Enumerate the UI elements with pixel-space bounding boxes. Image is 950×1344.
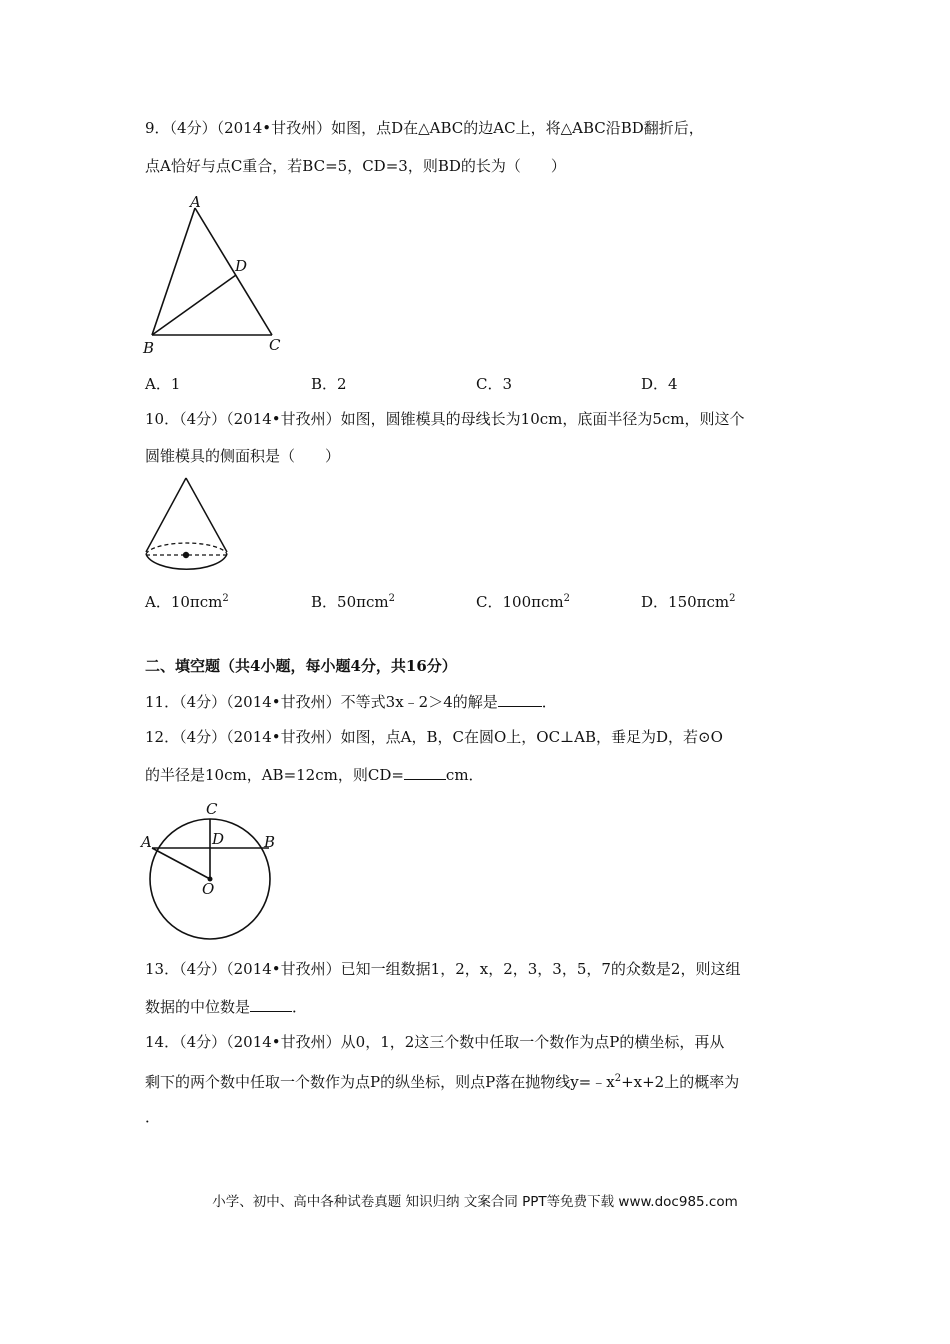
- q14-line3: ．: [145, 1108, 161, 1126]
- q13-line1: 13．（4分）（2014•甘孜州）已知一组数据1，2，x，2，3，3，5，7的众数是2，则这组: [145, 960, 741, 978]
- q13-line2: 数据的中位数是 ．: [145, 998, 308, 1016]
- q12-label-d: D: [212, 830, 225, 848]
- q9-label-d: D: [235, 257, 248, 275]
- q13-answer-blank: [250, 997, 292, 1012]
- q9-triangle-figure: [135, 190, 295, 360]
- q9-label-c: C: [269, 336, 281, 354]
- page-footer: 小学、初中、高中各种试卷真题 知识归纳 文案合同 PPT等免费下载 www.doc985.com: [212, 1194, 738, 1210]
- q12-line1: 12．（4分）（2014•甘孜州）如图，点A，B，C在圆O上，OC⊥AB，垂足为D，若⊙O: [145, 728, 723, 746]
- q10-cone-figure: [138, 472, 238, 582]
- q10-option-b: B．50πcm$^2$: [311, 593, 395, 611]
- q10-line1: 10．（4分）（2014•甘孜州）如图，圆锥模具的母线长为10cm，底面半径为5cm，则这个: [145, 410, 745, 428]
- q12-label-c: C: [206, 800, 218, 818]
- q10-line2: 圆锥模具的侧面积是（ ）: [145, 447, 341, 465]
- q12-circle-figure: [138, 798, 283, 943]
- q14-line1: 14．（4分）（2014•甘孜州）从0，1，2这三个数中任取一个数作为点P的横坐标，再从: [145, 1033, 725, 1051]
- q9-line2: 点A恰好与点C重合，若BC=5，CD=3，则BD的长为（ ）: [145, 157, 566, 175]
- q9-label-b: B: [143, 339, 155, 357]
- q10-option-d: D．150πcm$^2$: [641, 593, 736, 611]
- section2-title: 二、填空题（共4小题，每小题4分，共16分）: [145, 657, 457, 675]
- q14-line2: 剩下的两个数中任取一个数作为点P的纵坐标，则点P落在抛物线$y=﹣x^2+x+2$上的概率为: [145, 1073, 740, 1091]
- q10-option-c: C．100πcm$^2$: [476, 593, 570, 611]
- q11-answer-blank: [498, 692, 542, 707]
- q9-line1: 9．（4分）（2014•甘孜州）如图，点D在△ABC的边AC上，将△ABC沿BD翻折后，: [145, 119, 704, 137]
- q9-option-b: B．2: [311, 375, 347, 393]
- q12-label-o: O: [202, 880, 215, 898]
- q10-option-a: A．10πcm$^2$: [145, 593, 229, 611]
- q11-line: 11．（4分）（2014•甘孜州）不等式3x﹣2＞4的解是 ．: [145, 693, 557, 711]
- q12-label-a: A: [141, 833, 152, 851]
- q9-option-a: A．1: [145, 375, 181, 393]
- q9-label-a: A: [190, 193, 201, 211]
- q12-line2: 的半径是10cm，AB=12cm，则CD= cm．: [145, 766, 484, 784]
- q12-label-b: B: [264, 833, 276, 851]
- q9-option-c: C．3: [476, 375, 513, 393]
- q12-answer-blank: [404, 765, 446, 780]
- q9-option-d: D．4: [641, 375, 678, 393]
